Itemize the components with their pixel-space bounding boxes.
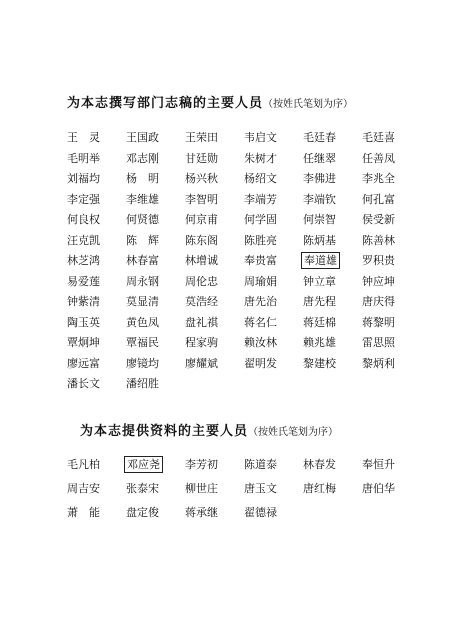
- name-entry: [124, 209, 183, 230]
- section2-note: （按姓氏笔划为序）: [248, 427, 339, 438]
- name-entry: [360, 209, 419, 230]
- name-text: 易爱莲: [67, 274, 100, 288]
- name-text: 莫浩经: [185, 295, 218, 309]
- name-text: 李佛进: [303, 172, 336, 186]
- name-entry: [301, 189, 360, 210]
- name-entry: [360, 312, 419, 333]
- name-text: 林芝鸿: [67, 254, 100, 268]
- name-entry: [301, 250, 360, 271]
- name-entry: [242, 250, 301, 271]
- name-entry: [360, 127, 419, 148]
- name-entry: [124, 291, 183, 312]
- name-text: 潘长文: [67, 377, 100, 391]
- name-entry: [301, 291, 360, 312]
- name-text: 何孔富: [362, 192, 395, 206]
- name-entry: [360, 291, 419, 312]
- section2-heading: 为本志提供资料的主要人员: [80, 424, 249, 439]
- section1-name-list: [65, 127, 419, 394]
- name-text: 廖镜均: [126, 356, 159, 370]
- name-text: 唐先程: [303, 295, 336, 309]
- name-entry: [301, 476, 360, 500]
- name-text: 陈 辉: [126, 233, 159, 247]
- name-text: 蒋廷棉: [303, 315, 336, 329]
- name-entry: [124, 476, 183, 500]
- name-entry: [183, 312, 242, 333]
- name-text: 刘福均: [67, 172, 100, 186]
- name-entry: [360, 476, 419, 500]
- name-text: 盘礼祺: [185, 315, 218, 329]
- name-text: 杨绍文: [244, 172, 277, 186]
- name-text: 周永钢: [126, 274, 159, 288]
- section1-title: [67, 92, 353, 111]
- name-entry: [124, 271, 183, 292]
- name-text: 李端芳: [244, 192, 277, 206]
- name-entry: [65, 250, 124, 271]
- name-entry: [124, 250, 183, 271]
- name-text: 程家驹: [185, 336, 218, 350]
- name-entry: [183, 332, 242, 353]
- name-text: 莫显清: [126, 295, 159, 309]
- name-entry: [65, 168, 124, 189]
- name-text: 周瑜娟: [244, 274, 277, 288]
- name-text: 陈善林: [362, 233, 395, 247]
- name-entry: [242, 148, 301, 169]
- name-entry: [360, 271, 419, 292]
- name-text: 李兆全: [362, 172, 395, 186]
- name-text: 廖远富: [67, 356, 100, 370]
- name-text: 唐伯华: [362, 482, 395, 495]
- name-text: 奉道雄: [301, 252, 340, 269]
- name-text: 蒋黎明: [362, 315, 395, 329]
- name-text: 李智明: [185, 192, 218, 206]
- name-entry: [183, 291, 242, 312]
- name-entry: [242, 230, 301, 251]
- name-entry: [124, 127, 183, 148]
- name-entry: [183, 353, 242, 374]
- name-text: 邓志刚: [126, 151, 159, 165]
- name-entry: [242, 291, 301, 312]
- name-text: 何京甫: [185, 213, 218, 227]
- name-entry: [301, 127, 360, 148]
- name-text: 陶玉英: [67, 315, 100, 329]
- name-entry: [65, 312, 124, 333]
- name-entry: [65, 127, 124, 148]
- name-entry: [124, 312, 183, 333]
- name-entry: [360, 452, 419, 476]
- name-text: 林春富: [126, 254, 159, 268]
- name-entry: [183, 148, 242, 169]
- name-entry: [301, 452, 360, 476]
- name-text: 任善凤: [362, 151, 395, 165]
- name-text: 廖耀斌: [185, 356, 218, 370]
- name-entry: [65, 332, 124, 353]
- name-entry: [301, 168, 360, 189]
- name-entry: [301, 353, 360, 374]
- name-entry: [360, 332, 419, 353]
- name-entry: [301, 271, 360, 292]
- name-text: 汪克凯: [67, 233, 100, 247]
- name-entry: [65, 230, 124, 251]
- name-entry: [360, 168, 419, 189]
- name-entry: [242, 312, 301, 333]
- name-text: 甘廷勋: [185, 151, 218, 165]
- section1-heading: 为本志撰写部门志稿的主要人员: [67, 96, 264, 111]
- name-text: 奉贵富: [244, 254, 277, 268]
- name-entry: [360, 230, 419, 251]
- name-entry: [124, 189, 183, 210]
- name-entry: [65, 500, 124, 524]
- name-text: 王国政: [126, 131, 159, 145]
- name-text: 潘绍胜: [126, 377, 159, 391]
- name-text: 唐先治: [244, 295, 277, 309]
- name-text: 翟明发: [244, 356, 277, 370]
- name-text: 毛廷喜: [362, 131, 395, 145]
- name-text: 张泰宋: [126, 482, 159, 495]
- name-entry: [183, 209, 242, 230]
- name-entry: [183, 168, 242, 189]
- name-text: 王 灵: [67, 131, 100, 145]
- name-entry: [65, 452, 124, 476]
- name-text: 覃炯坤: [67, 336, 100, 350]
- name-text: 柳世庄: [185, 482, 218, 495]
- name-text: 罗积贵: [362, 254, 395, 268]
- name-text: 雷思照: [362, 336, 395, 350]
- name-entry: [124, 332, 183, 353]
- name-entry: [183, 127, 242, 148]
- name-text: 钟紫清: [67, 295, 100, 309]
- name-entry: [360, 250, 419, 271]
- name-entry: [65, 353, 124, 374]
- name-text: 任继翠: [303, 151, 336, 165]
- name-text: 邓应尧: [124, 456, 163, 473]
- name-text: 李维雄: [126, 192, 159, 206]
- name-entry: [124, 500, 183, 524]
- name-entry: [183, 230, 242, 251]
- name-text: 蒋承继: [185, 506, 218, 519]
- name-entry: [65, 291, 124, 312]
- name-entry: [183, 500, 242, 524]
- name-text: 钟应坤: [362, 274, 395, 288]
- name-text: 黎炳利: [362, 356, 395, 370]
- name-entry: [124, 452, 183, 476]
- name-text: 李芳初: [185, 458, 218, 471]
- name-entry: [242, 271, 301, 292]
- name-entry: [183, 452, 242, 476]
- name-entry: [301, 312, 360, 333]
- name-text: 陈炳基: [303, 233, 336, 247]
- name-entry: [360, 148, 419, 169]
- name-entry: [242, 476, 301, 500]
- name-entry: [242, 127, 301, 148]
- section2-title: [80, 420, 338, 439]
- name-entry: [242, 500, 301, 524]
- name-entry: [124, 168, 183, 189]
- name-text: 韦启文: [244, 131, 277, 145]
- name-entry: [301, 209, 360, 230]
- name-text: 王荣田: [185, 131, 218, 145]
- name-entry: [183, 271, 242, 292]
- name-entry: [124, 148, 183, 169]
- name-text: 盘定俊: [126, 506, 159, 519]
- name-text: 翟德禄: [244, 506, 277, 519]
- name-text: 李端钦: [303, 192, 336, 206]
- name-entry: [242, 353, 301, 374]
- name-text: 毛明举: [67, 151, 100, 165]
- name-entry: [242, 189, 301, 210]
- name-entry: [242, 452, 301, 476]
- name-text: 林增诚: [185, 254, 218, 268]
- name-entry: [301, 230, 360, 251]
- name-entry: [242, 209, 301, 230]
- name-text: 黄色凤: [126, 315, 159, 329]
- name-text: 何贤德: [126, 213, 159, 227]
- name-text: 黎建校: [303, 356, 336, 370]
- name-text: 钟立章: [303, 274, 336, 288]
- name-text: 唐玉文: [244, 482, 277, 495]
- name-text: 陈胜亮: [244, 233, 277, 247]
- name-entry: [65, 271, 124, 292]
- name-entry: [65, 373, 124, 394]
- name-text: 蒋名仁: [244, 315, 277, 329]
- name-text: 侯受新: [362, 213, 395, 227]
- name-text: 毛廷春: [303, 131, 336, 145]
- name-entry: [124, 230, 183, 251]
- name-entry: [65, 209, 124, 230]
- name-text: 奉恒升: [362, 458, 395, 471]
- section1-note: （按姓氏笔划为序）: [263, 99, 354, 110]
- name-text: 何良权: [67, 213, 100, 227]
- section2-name-list: [65, 452, 419, 524]
- name-text: 唐红梅: [303, 482, 336, 495]
- name-entry: [65, 189, 124, 210]
- name-text: 萧 能: [67, 506, 100, 519]
- name-entry: [183, 476, 242, 500]
- name-text: 覃福民: [126, 336, 159, 350]
- name-entry: [124, 373, 183, 394]
- name-text: 唐庆得: [362, 295, 395, 309]
- name-entry: [360, 353, 419, 374]
- name-text: 杨 明: [126, 172, 159, 186]
- name-text: 林春发: [303, 458, 336, 471]
- name-text: 周伦忠: [185, 274, 218, 288]
- name-text: 何学固: [244, 213, 277, 227]
- name-text: 李定强: [67, 192, 100, 206]
- name-text: 赖汝林: [244, 336, 277, 350]
- name-entry: [360, 189, 419, 210]
- name-entry: [242, 168, 301, 189]
- name-entry: [301, 148, 360, 169]
- name-text: 陈东阁: [185, 233, 218, 247]
- name-text: 陈道泰: [244, 458, 277, 471]
- name-entry: [242, 332, 301, 353]
- name-entry: [183, 250, 242, 271]
- name-entry: [301, 332, 360, 353]
- name-entry: [183, 189, 242, 210]
- name-entry: [124, 353, 183, 374]
- name-text: 毛凡柏: [67, 458, 100, 471]
- name-entry: [65, 476, 124, 500]
- name-text: 赖兆雄: [303, 336, 336, 350]
- name-text: 杨兴秋: [185, 172, 218, 186]
- name-entry: [65, 148, 124, 169]
- name-text: 朱树才: [244, 151, 277, 165]
- name-text: 何崇智: [303, 213, 336, 227]
- name-text: 周吉安: [67, 482, 100, 495]
